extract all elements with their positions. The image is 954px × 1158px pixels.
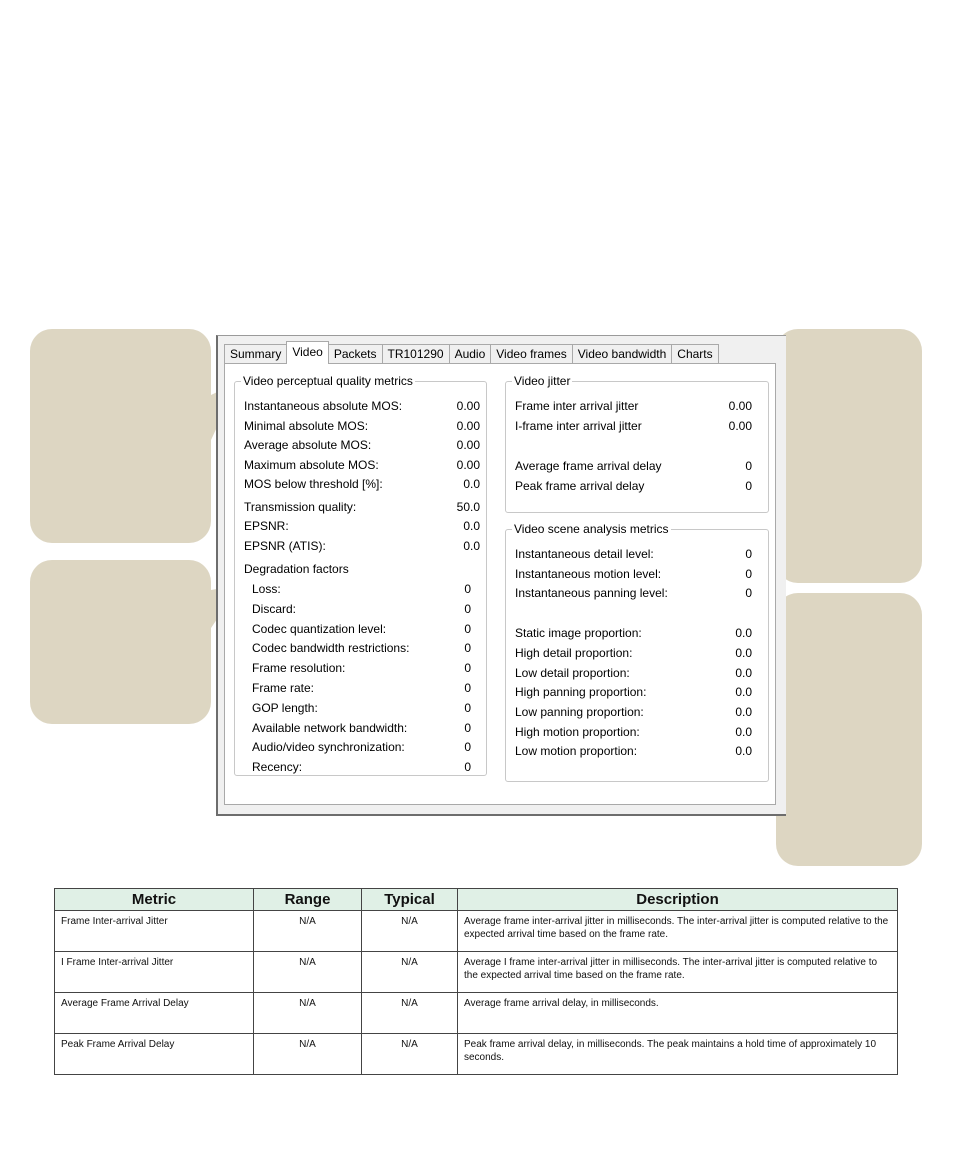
video-jitter-group [505,374,769,513]
table-row [55,952,898,993]
scene-analysis-title: Video scene analysis metrics [514,522,669,536]
cell-range: N/A [254,911,362,952]
degradation-row [252,661,486,675]
metric-label: High panning proportion: [515,685,647,699]
metric-label: Low motion proportion: [515,744,638,758]
video-jitter-title: Video jitter [514,374,571,388]
cell-typical: N/A [362,911,458,952]
metric-value: 0.0 [735,744,752,758]
metric-value: 0.0 [735,666,752,680]
metric-value: 0 [745,586,752,600]
table-header-row [55,889,898,911]
metric-label: Instantaneous panning level: [515,586,668,600]
metric-value: 0.0 [735,626,752,640]
scene-row [515,725,768,739]
degradation-factors-heading: Degradation factors [244,562,349,576]
degradation-row [252,641,486,655]
scene-row [515,744,768,758]
scene-row [515,666,768,680]
tab-video[interactable]: Video [286,341,328,364]
degradation-row [252,701,486,715]
metric-label: MOS below threshold [%]: [244,477,383,491]
metric-label: Available network bandwidth: [252,720,408,735]
scene-row [515,685,768,699]
metric-label: Instantaneous motion level: [515,567,662,581]
metric-value: 0.0 [735,725,752,739]
scene-row [515,646,768,660]
cell-range: N/A [254,1034,362,1075]
cell-metric: Average Frame Arrival Delay [55,993,254,1034]
tab-packets[interactable]: Packets [328,344,383,364]
metric-value: 0 [745,459,752,473]
jitter-row [515,399,768,413]
metric-label: Frame resolution: [252,661,346,676]
metric-value: 0.0 [463,477,480,491]
metric-label: Minimal absolute MOS: [244,419,369,433]
metric-row [244,438,486,452]
scene-analysis-group [505,522,769,782]
metric-value: 0.00 [456,419,480,433]
table-row [55,1034,898,1075]
cell-description: Peak frame arrival delay, in milliseconds. The peak maintains a hold time of approximately 10 seconds. [458,1034,898,1075]
header-metric: Metric [55,889,254,911]
metric-value: 0.0 [735,646,752,660]
metric-label: Codec bandwidth restrictions: [252,641,410,656]
table-row [55,911,898,952]
degradation-row [252,721,486,735]
metric-label: Static image proportion: [515,626,642,640]
cell-description: Average frame inter-arrival jitter in milliseconds. The inter-arrival jitter is computed relative to the expected arrival time based on the frame rate. [458,911,898,952]
metric-label: Average frame arrival delay [515,459,662,473]
metric-label: EPSNR: [244,519,289,533]
tab-audio[interactable]: Audio [449,344,492,364]
metric-value: 50.0 [456,500,480,514]
metric-value: 0.00 [728,399,752,413]
metric-value: 0 [464,740,471,755]
metric-label: Low panning proportion: [515,705,644,719]
metric-value: 0.00 [456,438,480,452]
metric-row [244,419,486,433]
metric-label: Low detail proportion: [515,666,630,680]
metric-label: Codec quantization level: [252,621,387,636]
metric-value: 0 [745,547,752,561]
jitter-row [515,419,768,433]
cell-typical: N/A [362,952,458,993]
tab-bar [224,342,718,364]
tab-tr101290[interactable]: TR101290 [382,344,450,364]
perceptual-metrics-title: Video perceptual quality metrics [243,374,413,388]
scene-row [515,547,768,561]
degradation-row [252,602,486,616]
metric-label: Transmission quality: [244,500,357,514]
metric-label: GOP length: [252,700,318,715]
table-row [55,993,898,1034]
metric-value: 0.0 [463,519,480,533]
tab-video-bandwidth[interactable]: Video bandwidth [572,344,673,364]
metric-label: High motion proportion: [515,725,640,739]
metric-label: EPSNR (ATIS): [244,539,326,553]
metric-label: Recency: [252,760,303,775]
metric-label: High detail proportion: [515,646,633,660]
metric-row [244,458,486,472]
metrics-description-table [54,888,898,1075]
degradation-row [252,740,486,754]
metric-row [244,399,486,413]
tab-video-frames[interactable]: Video frames [490,344,572,364]
metric-label: Peak frame arrival delay [515,479,645,493]
jitter-row [515,459,768,473]
cell-range: N/A [254,993,362,1034]
degradation-row [252,582,486,596]
scene-row [515,586,768,600]
cell-description: Average frame arrival delay, in milliseconds. [458,993,898,1034]
metric-label: Average absolute MOS: [244,438,372,452]
degradation-row [252,622,486,636]
metric-value: 0.00 [456,399,480,413]
header-description: Description [458,889,898,911]
metric-label: I-frame inter arrival jitter [515,419,642,433]
metric-value: 0 [464,720,471,735]
stats-window [216,335,786,816]
jitter-row [515,479,768,493]
metric-label: Frame rate: [252,681,315,695]
cell-metric: Peak Frame Arrival Delay [55,1034,254,1075]
degradation-row [252,760,486,774]
header-range: Range [254,889,362,911]
metric-value: 0.0 [463,539,480,553]
metric-label: Loss: [252,582,281,596]
cell-typical: N/A [362,1034,458,1075]
metric-value: 0 [464,601,471,616]
video-tab-page [224,363,776,805]
tab-summary[interactable]: Summary [224,344,287,364]
metric-value: 0 [464,621,471,636]
cell-typical: N/A [362,993,458,1034]
metric-value: 0 [464,681,471,695]
metric-value: 0 [464,641,471,656]
metric-value: 0.00 [728,419,752,433]
tab-charts[interactable]: Charts [671,344,718,364]
metric-value: 0 [464,700,471,715]
metric-row [244,519,486,533]
cell-description: Average I frame inter-arrival jitter in milliseconds. The inter-arrival jitter is computed relative to the expected arrival time based on the frame rate. [458,952,898,993]
metric-label: Frame inter arrival jitter [515,399,639,413]
metric-label: Maximum absolute MOS: [244,458,379,472]
metric-value: 0 [464,661,471,676]
metric-label: Instantaneous absolute MOS: [244,399,403,413]
metric-value: 0 [464,760,471,775]
metric-row [244,477,486,491]
metric-value: 0 [464,582,471,596]
scene-row [515,705,768,719]
header-typical: Typical [362,889,458,911]
scene-row [515,567,768,581]
metric-row [244,500,486,514]
metric-value: 0.00 [456,458,480,472]
metric-label: Audio/video synchronization: [252,740,405,755]
metric-row [244,539,486,553]
metric-value: 0.0 [735,685,752,699]
metric-value: 0 [745,567,752,581]
cell-range: N/A [254,952,362,993]
cell-metric: Frame Inter-arrival Jitter [55,911,254,952]
metric-value: 0.0 [735,705,752,719]
degradation-row [252,681,486,695]
metric-label: Instantaneous detail level: [515,547,654,561]
perceptual-metrics-group [234,374,487,776]
metric-label: Discard: [252,601,297,616]
cell-metric: I Frame Inter-arrival Jitter [55,952,254,993]
scene-row [515,626,768,640]
metric-value: 0 [745,479,752,493]
